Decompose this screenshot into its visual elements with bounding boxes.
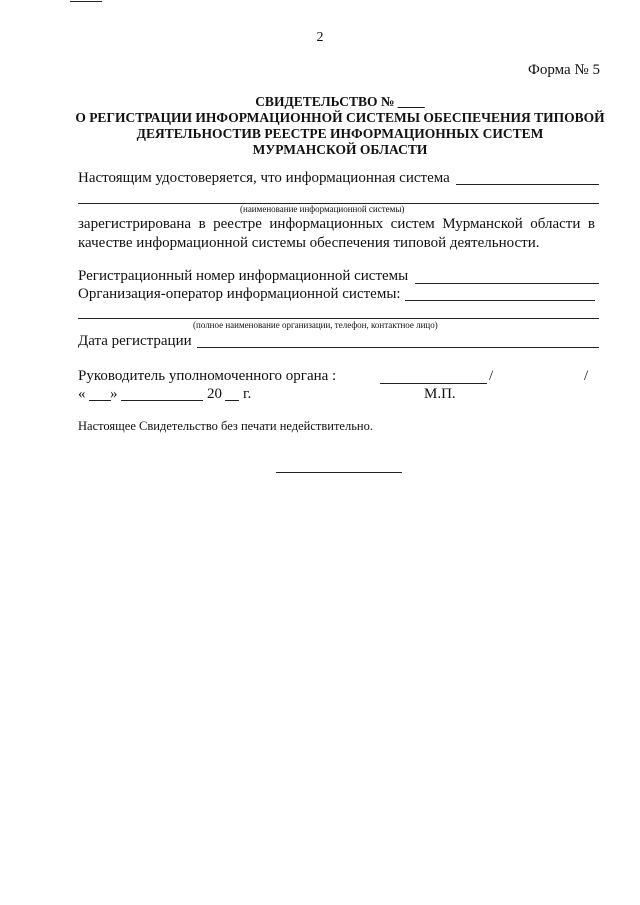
reg-number-label: Регистрационный номер информационной системы bbox=[78, 268, 409, 284]
signature-blank bbox=[380, 383, 487, 384]
form-label: Форма № 5 bbox=[528, 62, 600, 78]
reg-date-label: Дата регистрации bbox=[78, 333, 192, 349]
operator-blank bbox=[405, 300, 595, 301]
operator-details-line bbox=[78, 318, 599, 319]
date-open-quote: « bbox=[78, 386, 86, 402]
signature-slash-2: / bbox=[584, 368, 589, 384]
reg-date-blank bbox=[197, 347, 599, 348]
certify-text: Настоящим удостоверяется, что информационная система bbox=[78, 170, 450, 186]
signature-slash-1: / bbox=[489, 368, 494, 384]
system-name-caption: (наименование информационной системы) bbox=[240, 204, 405, 214]
page-number: 2 bbox=[316, 30, 324, 45]
registered-text-line-2: качестве информационной системы обеспечения типовой деятельности. bbox=[78, 235, 540, 251]
head-label: Руководитель уполномоченного органа : bbox=[78, 368, 337, 384]
year-blank bbox=[225, 400, 239, 401]
operator-label: Организация-оператор информационной системы: bbox=[78, 286, 401, 302]
operator-caption: (полное наименование организации, телефон, контактное лицо) bbox=[193, 320, 438, 330]
title-line-1: СВИДЕТЕЛЬСТВО № ____ bbox=[255, 94, 425, 109]
day-blank bbox=[89, 400, 111, 401]
date-close-quote: » bbox=[110, 386, 118, 402]
stamp-label: М.П. bbox=[424, 386, 456, 402]
closing-divider bbox=[276, 472, 402, 473]
registered-text-line-1: зарегистрирована в реестре информационных систем Мурманской области в bbox=[78, 216, 595, 232]
month-blank bbox=[121, 400, 203, 401]
title-line-2: О РЕГИСТРАЦИИ ИНФОРМАЦИОННОЙ СИСТЕМЫ ОБЕСПЕЧЕНИЯ ТИПОВОЙ bbox=[75, 110, 605, 125]
title-line-3: ДЕЯТЕЛЬНОСТИВ РЕЕСТРЕ ИНФОРМАЦИОННЫХ СИСТЕМ bbox=[136, 126, 544, 141]
title-line-4: МУРМАНСКОЙ ОБЛАСТИ bbox=[252, 142, 428, 157]
system-name-blank bbox=[456, 184, 599, 185]
reg-number-blank bbox=[415, 283, 599, 284]
validity-note: Настоящее Свидетельство без печати недействительно. bbox=[78, 419, 373, 433]
top-edge-line bbox=[70, 1, 102, 2]
certificate-title bbox=[60, 94, 620, 158]
year-prefix: 20 bbox=[207, 386, 222, 402]
year-suffix: г. bbox=[243, 386, 252, 402]
